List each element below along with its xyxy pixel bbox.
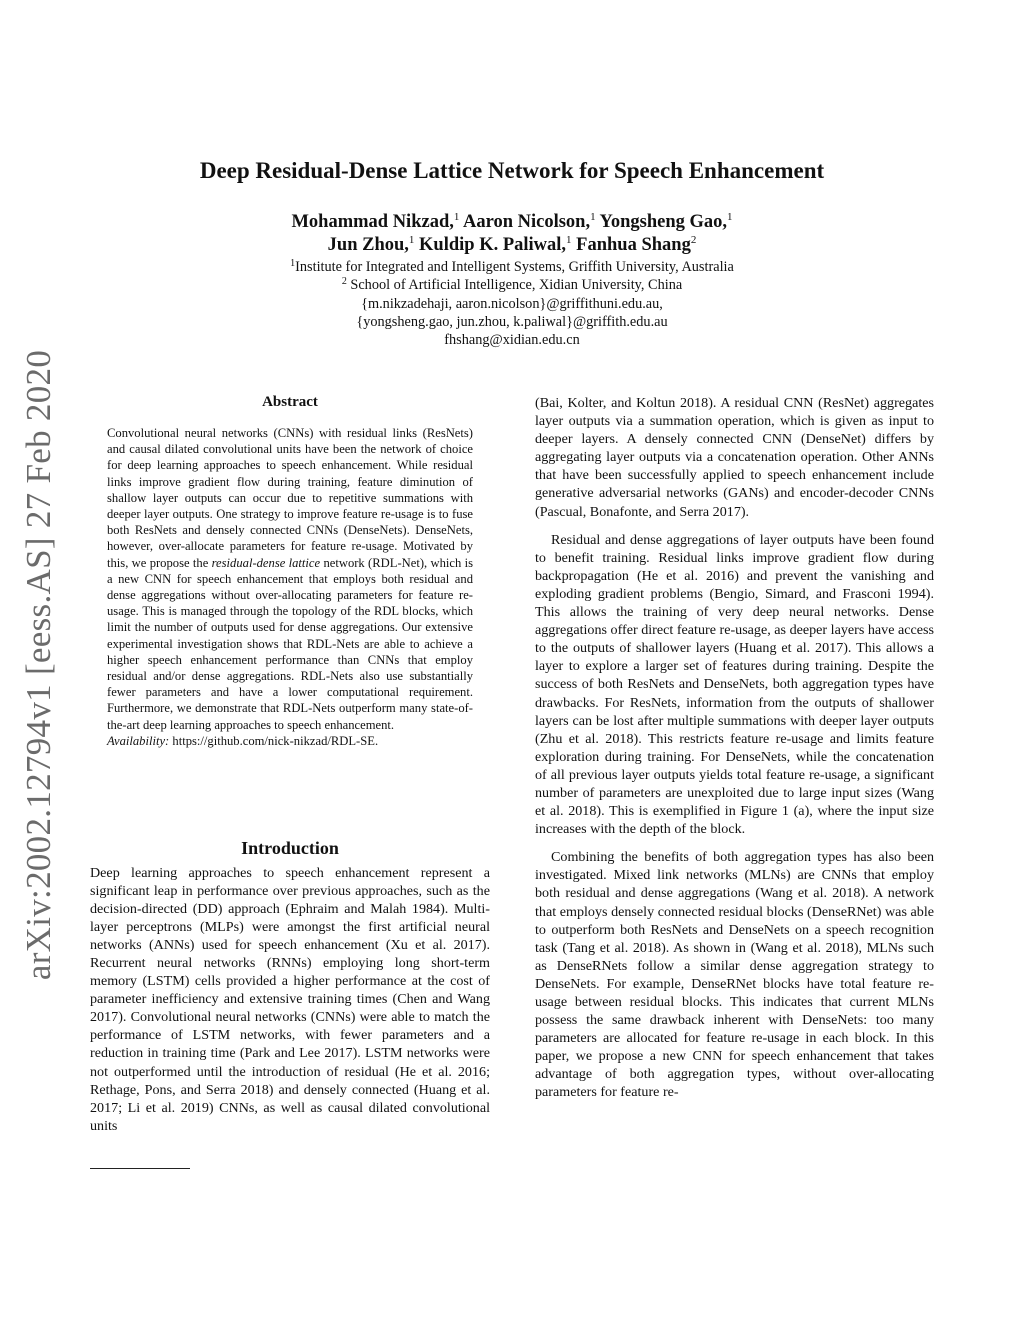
abstract-text: Convolutional neural networks (CNNs) with residual links (ResNets) and causal dilated convolutional units have been the network of choice for deep learning approaches to speech enhancement. While residual links improve gradient flow during training, feature diminution of shallow layer outputs can occur due to repetitive summations with deeper layer outputs. One strategy to improve feature re-usage is to fuse both ResNets and densely connected CNNs (DenseNets). DenseNets, however, over-allocate parameters for feature re-usage. Motivated by this, we propose the	[107, 426, 473, 570]
affiliation-text: School of Artificial Intelligence, Xidian University, China	[346, 277, 683, 294]
abstract-heading: Abstract	[262, 394, 318, 410]
introduction-paragraph: Deep learning approaches to speech enhancement represent a significant leap in performance over previous approaches, such as the decision-directed (DD) approach (Ephraim and Malah 1984). Multi-layer perceptrons (MLPs) were amongst the first artificial neural networks (ANNs) used for speech enhancement (Xu et al. 2017). Recurrent neural networks (RNNs) employing long short-term memory (LSTM) cells provided a higher performance at the cost of parameter inefficiency and extensive training times (Chen and Wang 2017). Convolutional neural networks (CNNs) were able to match the performance of LSTM networks, with fewer parameters and a reduction in training time (Park and Lee 2017). LSTM networks were not outperformed until the introduction of residual (He et al. 2016; Rethage, Pons, and Serra 2018) and densely connected (Huang et al. 2017; Li et al. 2019) CNNs, as well as causal dilated convolutional units	[90, 865, 490, 1134]
abstract-text: network (RDL-Net), which is a new CNN for speech enhancement that employs both residual and dense aggregations without over-allocating parameters for feature re-usage. This is managed through the topology of the RDL blocks, which limit the number of outputs used for dense aggregations. Our extensive experimental investigation shows that RDL-Nets are able to achieve a higher speech enhancement performance than CNNs that employ residual and/or dense aggregations. RDL-Nets also use substantially fewer parameters and have a lower computational requirement. Furthermore, we demonstrate that RDL-Nets outperform many state-of-the-art deep learning approaches to speech enhancement.	[107, 555, 474, 732]
body-paragraph: Combining the benefits of both aggregation types has also been investigated. Mixed link networks (MLNs) are CNNs that employ both residual and dense aggregations (Wang et al. 2018). A network that employs densely connected residual blocks (DenseRNet) was able to outperform both ResNets and DenseNets on a speech recognition task (Tang et al. 2018). As shown in (Wang et al. 2018), MLNs such as DenseRNets follow a similar dense aggregation strategy to DenseNets. For example, DenseRNet blocks have total feature re-usage between residual blocks. This indicates that current MLNs possess the same drawback inherent with DenseNets: too many parameters are allocated for feature re-usage in each block. In this paper, we propose a new CNN for speech enhancement that takes advantage of both aggregation types, without over-allocating parameters for feature re-	[535, 849, 934, 1101]
affiliation-1	[0, 258, 1024, 276]
introduction-heading: Introduction	[241, 838, 339, 858]
author-name: Fanhua Shang	[576, 235, 691, 255]
author-line-1	[0, 211, 1024, 234]
availability-label: Availability:	[107, 733, 170, 748]
author-name: Yongsheng Gao,	[599, 212, 728, 232]
affiliations	[0, 258, 1024, 349]
arxiv-identifier: arXiv:2002.12794v1 [eess.AS] 27 Feb 2020	[19, 349, 58, 981]
author-name: Aaron Nicolson,	[462, 212, 591, 232]
abstract-emphasis: residual-dense lattice	[211, 555, 321, 570]
author-affil-mark: 1	[566, 234, 572, 246]
email-line: {m.nikzadehaji, aaron.nicolson}@griffithuni.edu.au,	[361, 295, 663, 312]
paper-title: Deep Residual-Dense Lattice Network for Speech Enhancement	[199, 158, 825, 183]
availability-link[interactable]: https://github.com/nick-nikzad/RDL-SE.	[169, 733, 379, 748]
affiliation-mark: 1	[290, 258, 296, 269]
author-affil-mark: 2	[690, 234, 697, 246]
author-affil-mark: 1	[453, 211, 460, 223]
arxiv-sidebar-stamp	[8, 345, 70, 985]
author-name: Kuldip K. Paliwal,	[419, 235, 567, 255]
footnote-divider	[90, 1168, 190, 1169]
author-affil-mark: 1	[727, 211, 733, 223]
abstract-body	[107, 425, 473, 749]
availability-line	[107, 733, 473, 749]
email-line: {yongsheng.gao, jun.zhou, k.paliwal}@griffith.edu.au	[356, 313, 668, 330]
body-paragraph: Residual and dense aggregations of layer outputs have been found to benefit training. Residual links improve gradient flow during backpropagation (He et al. 2016) and prevent the vanishing and exploding gradient problems (Bengio, Simard, and Frasconi 1994). This allows the training of very deep neural networks. Dense aggregations offer direct feature re-usage, as deeper layers have access to the outputs of shallower layers (Huang et al. 2017). This allows a layer to explore a larger set of features during training. Despite the success of both ResNets and DenseNets, both aggregation types have drawbacks. For ResNets, information from the outputs of shallower layers can be lost after multiple summations with deeper layer outputs (Zhu et al. 2018). This restricts feature re-usage and limits feature exploration during training. For DenseNets, while the concatenation of all previous layer outputs yields total feature re-usage, a significant number of parameters are unexploited due to large input sizes (Wang et al. 2018). This is exemplified in Figure 1 (a), where the input size increases with the depth of the block.	[535, 531, 934, 838]
affiliation-text: Institute for Integrated and Intelligent Systems, Griffith University, Australia	[295, 259, 734, 275]
author-affil-mark: 1	[590, 211, 596, 223]
right-column	[535, 394, 934, 1112]
author-name: Jun Zhou,	[327, 235, 409, 255]
email-line: fhshang@xidian.edu.cn	[444, 332, 580, 349]
author-list	[0, 211, 1024, 257]
body-paragraph: (Bai, Kolter, and Koltun 2018). A residual CNN (ResNet) aggregates layer outputs via a summation operation, which is given as input to deeper layers. A densely connected CNN (DenseNet) differs by aggregating layer outputs via a concatenation operation. Other ANNs that have been successfully applied to speech enhancement include generative adversarial networks (GANs) and encoder-decoder CNNs (Pascual, Bonafonte, and Serra 2017).	[535, 395, 934, 520]
affiliation-2	[0, 276, 1024, 294]
affiliation-mark: 2	[341, 276, 347, 288]
author-line-2	[0, 234, 1024, 257]
author-name: Mohammad Nikzad,	[291, 212, 454, 232]
author-affil-mark: 1	[408, 234, 415, 246]
